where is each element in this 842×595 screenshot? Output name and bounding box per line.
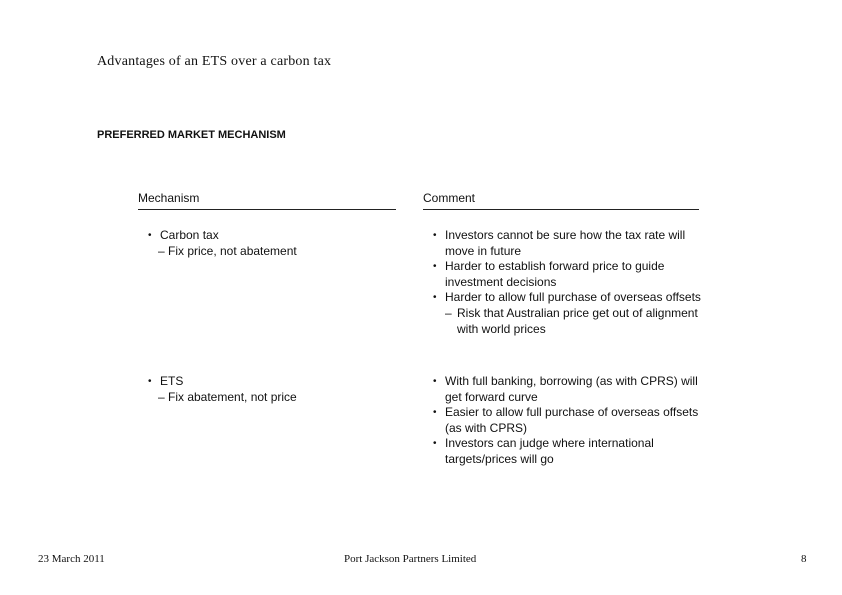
comment-bullet: • Harder to allow full purchase of overseas offsets: [433, 290, 703, 306]
mechanism-cell-ets: [148, 374, 398, 405]
comment-sub-text: Risk that Australian price get out of alignment with world prices: [457, 305, 698, 336]
comment-bullet: • Harder to establish forward price to guide investment decisions: [433, 259, 703, 290]
mechanism-cell-carbon-tax: [148, 228, 398, 259]
dash-glyph: –: [158, 243, 165, 258]
comment-sub-point: [433, 306, 703, 337]
dash-glyph: –: [445, 305, 452, 320]
dash-glyph: –: [158, 389, 165, 404]
mechanism-bullet: • Carbon tax: [148, 228, 398, 244]
comment-cell-carbon-tax: [433, 228, 703, 337]
comment-bullet: • Investors cannot be sure how the tax rate will move in future: [433, 228, 703, 259]
column-header-comment: [423, 191, 699, 210]
column-header-comment-label: Comment: [423, 191, 476, 205]
mechanism-bullet: • ETS: [148, 374, 398, 390]
footer-company: Port Jackson Partners Limited: [344, 553, 477, 565]
footer-page-number: 8: [801, 553, 807, 565]
column-header-mechanism: [138, 191, 396, 210]
comment-bullet: • Investors can judge where international targets/prices will go: [433, 436, 703, 467]
comment-bullet: • With full banking, borrowing (as with CPRS) will get forward curve: [433, 374, 703, 405]
mechanism-sub-text: Fix price, not abatement: [168, 243, 297, 258]
column-header-mechanism-label: Mechanism: [138, 191, 200, 205]
section-heading: PREFERRED MARKET MECHANISM: [97, 129, 286, 141]
comment-cell-ets: [433, 374, 703, 468]
footer-date: 23 March 2011: [38, 553, 105, 565]
mechanism-sub-point: [148, 390, 398, 406]
mechanism-sub-text: Fix abatement, not price: [168, 389, 297, 404]
slide-title: Advantages of an ETS over a carbon tax: [97, 54, 332, 69]
comment-bullet: • Easier to allow full purchase of overseas offsets (as with CPRS): [433, 405, 703, 436]
mechanism-sub-point: [148, 244, 398, 260]
